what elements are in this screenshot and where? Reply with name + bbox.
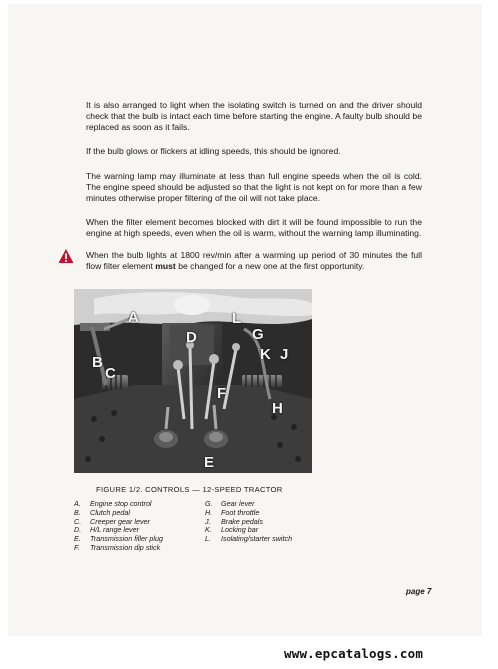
legend-item <box>74 544 163 553</box>
paragraph-3: The warning lamp may illuminate at less than full engine speeds when the oil is cold. The engine speed should be adjusted so that the light is not kept on for more than a few minutes otherwise proper filtering of the oil will not take place. <box>86 171 422 203</box>
legend-key: H. <box>205 507 213 517</box>
legend-label: Clutch pedal <box>90 507 130 517</box>
legend-key: D. <box>74 525 82 535</box>
legend-label: H/L range lever <box>90 525 140 535</box>
legend-label: Locking bar <box>221 525 259 535</box>
legend-key: J. <box>205 516 211 526</box>
legend-right <box>205 500 292 544</box>
legend-label: Engine stop control <box>90 499 152 508</box>
legend-label: Creeper gear lever <box>90 516 150 526</box>
callout-g: G <box>252 326 264 343</box>
watermark: www.epcatalogs.com <box>284 646 424 661</box>
page-number: page 7 <box>406 587 432 596</box>
legend-key: E. <box>74 534 81 544</box>
callout-l: L <box>232 310 242 327</box>
legend-label: Brake pedals <box>221 516 263 526</box>
legend-key: F. <box>74 542 80 552</box>
legend-key: K. <box>205 525 212 535</box>
warning-triangle-icon <box>58 248 74 264</box>
warning-text-after: be changed for a new one at the first opportunity. <box>175 261 365 271</box>
legend-key: L. <box>205 534 211 544</box>
paragraph-4: When the filter element becomes blocked with dirt it will be found impossible to run the engine at high speeds, even when the oil is warm, without the warning lamp illuminating. <box>86 217 422 238</box>
paragraph-2: If the bulb glows or flickers at idling speeds, this should be ignored. <box>86 146 341 156</box>
legend-label: Foot throttle <box>221 507 260 517</box>
legend-key: C. <box>74 516 82 526</box>
legend-label: Transmission dip stick <box>90 542 161 552</box>
legend-key: G. <box>205 499 213 508</box>
controls-photo <box>74 289 312 473</box>
legend-key: B. <box>74 507 81 517</box>
callout-j: J <box>280 346 289 363</box>
paragraph-1: It is also arranged to light when the isolating switch is turned on and the driver should check that the bulb is intact each time before starting the engine. A faulty bulb should be replaced as soon as it fails. <box>86 100 422 132</box>
legend-label: Transmission filler plug <box>90 534 163 544</box>
callout-d: D <box>186 329 197 346</box>
callout-c: C <box>105 365 116 382</box>
legend-label: Gear lever <box>221 499 255 508</box>
callout-h: H <box>272 400 283 417</box>
callout-f: F <box>217 385 227 402</box>
legend-label: Isolating/starter switch <box>221 534 293 544</box>
callout-b: B <box>92 354 103 371</box>
legend-key: A. <box>74 499 81 508</box>
legend-left <box>74 500 163 553</box>
figure-caption: FIGURE 1/2. CONTROLS — 12-SPEED TRACTOR <box>96 485 283 494</box>
warning-emphasis: must <box>155 261 176 271</box>
legend-item <box>205 535 292 544</box>
warning-paragraph <box>86 250 422 272</box>
warning-text-before: When the bulb lights at 1800 rev/min after a warming up period of 30 minutes the full flow filter element <box>86 250 422 271</box>
callout-k: K <box>260 346 271 363</box>
callout-e: E <box>204 454 215 471</box>
callout-a: A <box>128 309 139 326</box>
manual-page <box>8 4 482 636</box>
